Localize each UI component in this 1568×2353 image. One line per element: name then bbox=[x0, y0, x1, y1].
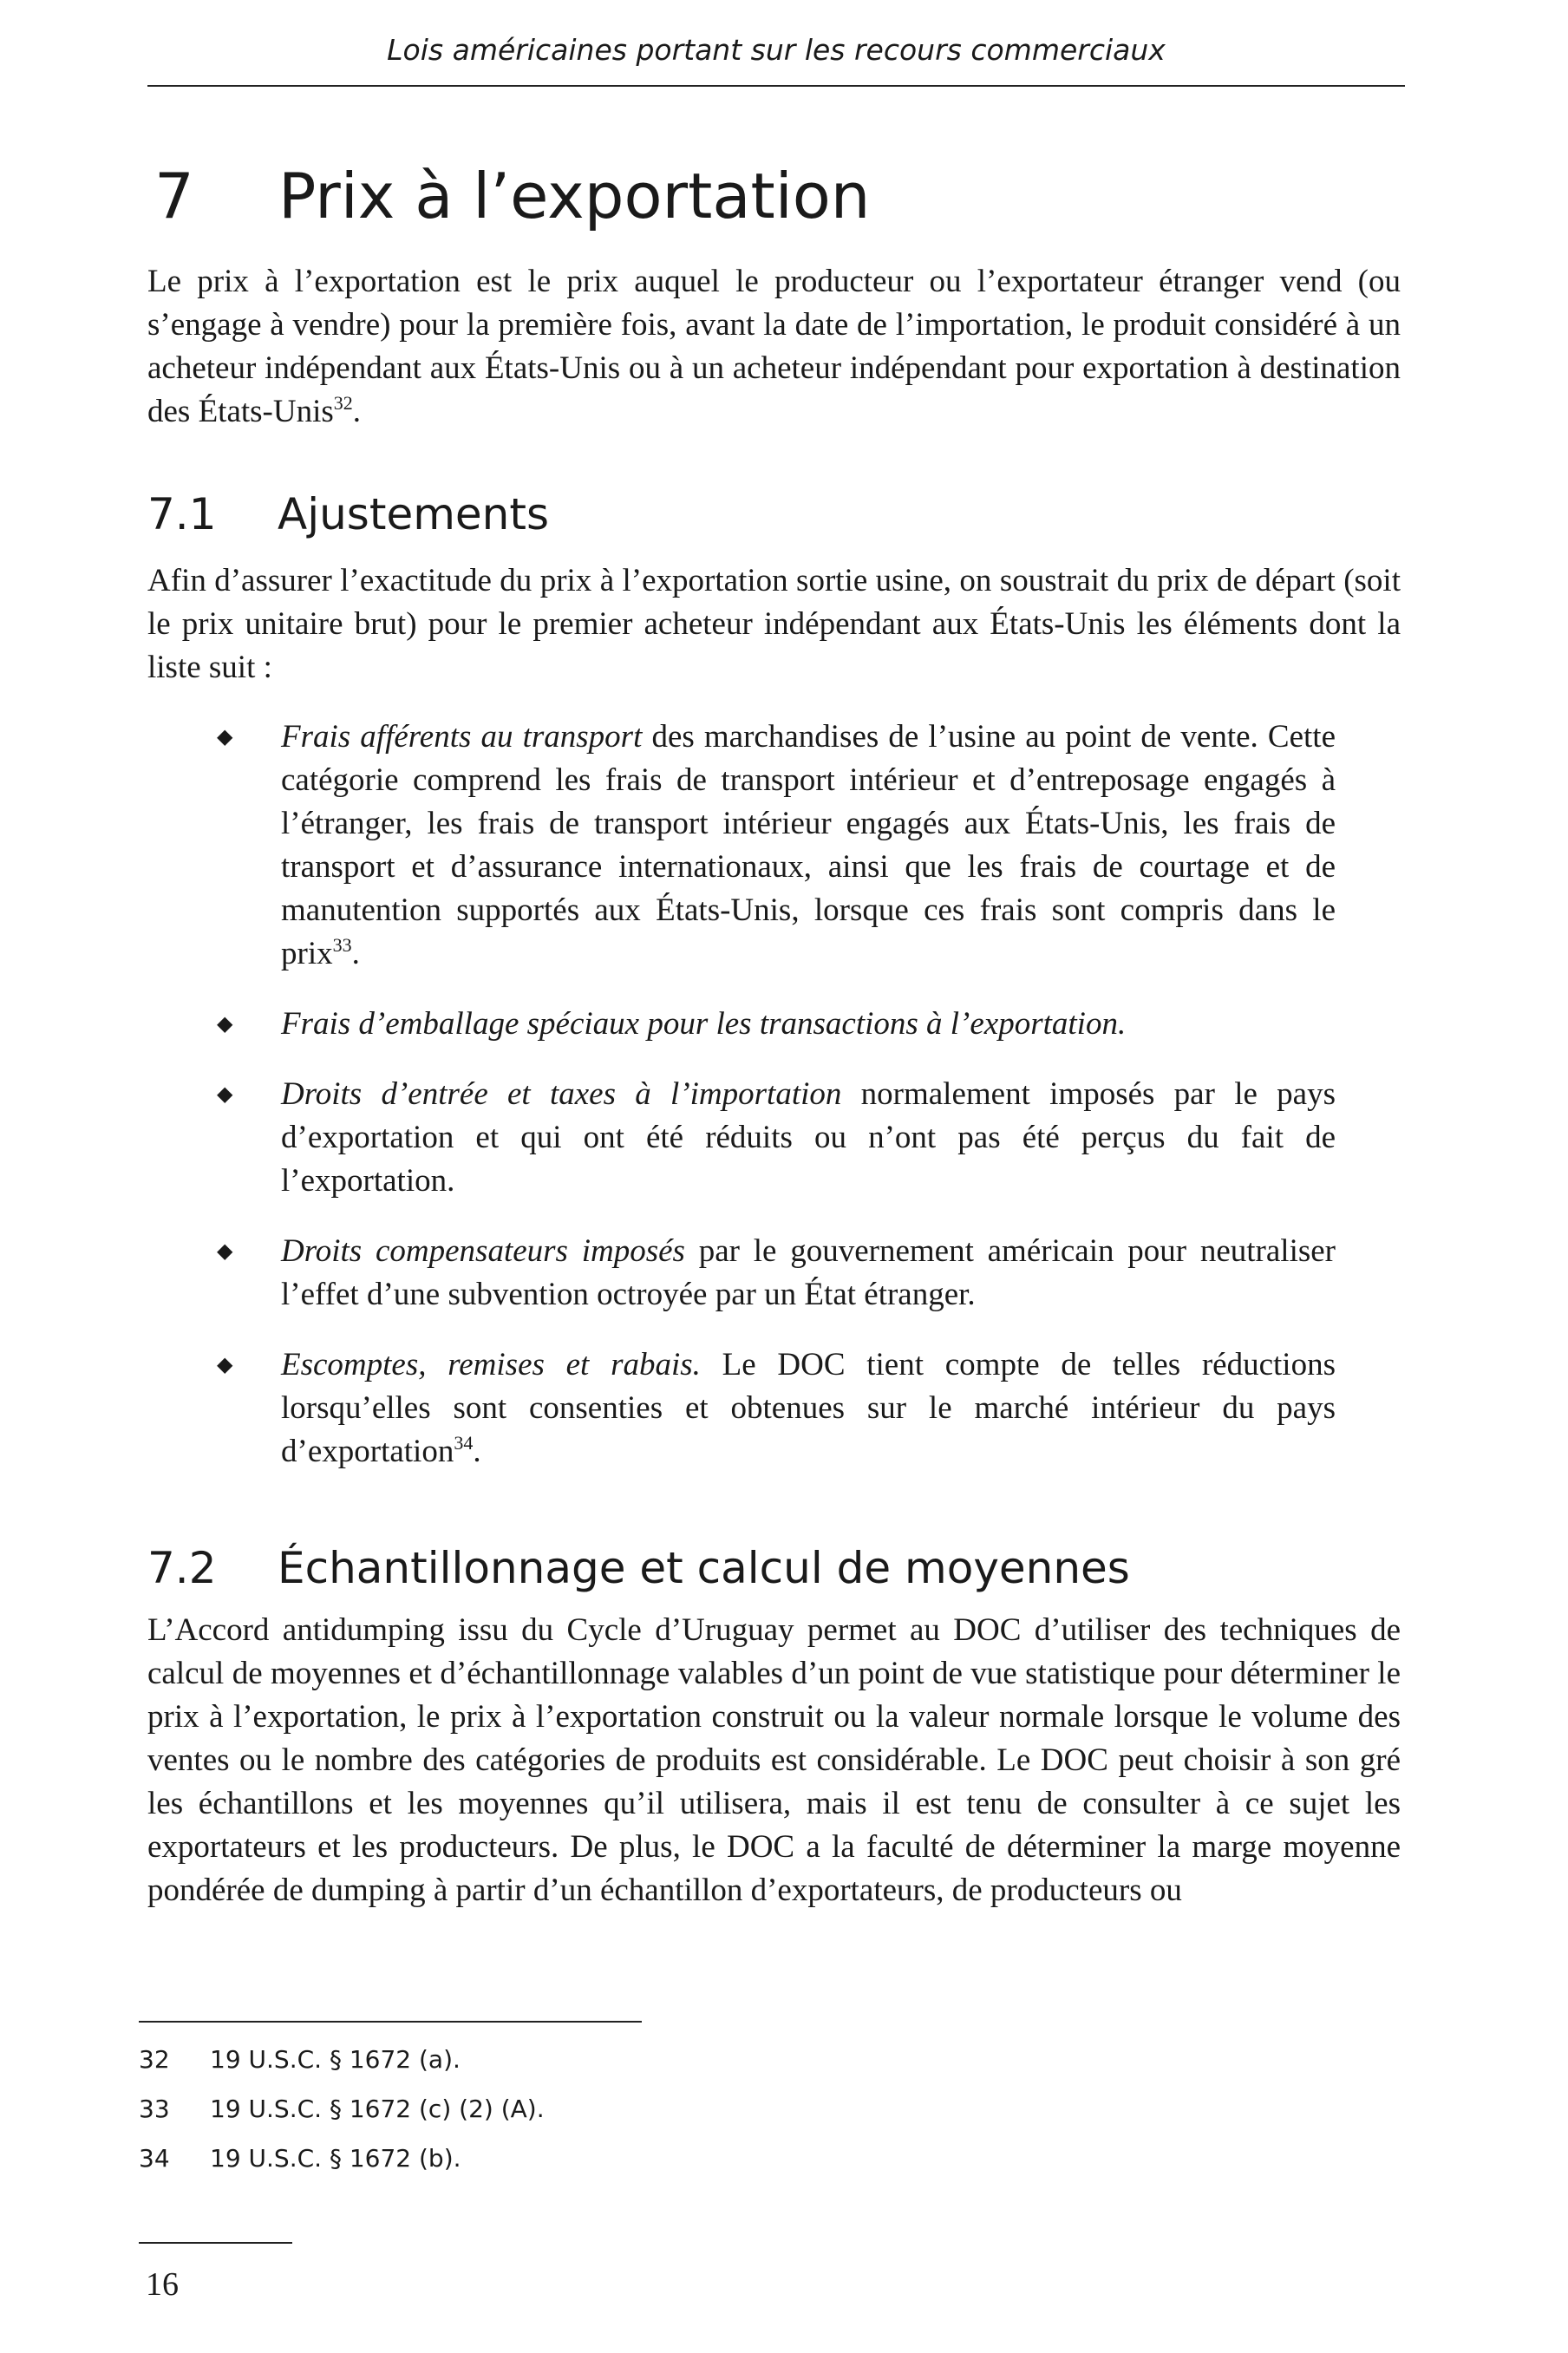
intro-paragraph bbox=[147, 260, 1401, 434]
intro-paragraph-end: . bbox=[352, 394, 362, 429]
list-item bbox=[217, 1343, 1336, 1474]
chapter-number: 7 bbox=[154, 160, 194, 232]
header-rule bbox=[147, 85, 1405, 87]
chapter-title-text: Prix à l’exportation bbox=[278, 160, 871, 232]
section-7-2-paragraph: L’Accord antidumping issu du Cycle d’Uruguay permet au DOC d’utiliser des techniques de calcul de moyennes et d’échantillonnage valables d’un point de vue statistique pour déterminer le prix à l’exportation, le prix à l’exportation construit ou la valeur normale lorsque le volume des ventes ou le nombre des catégories de produits est considérable. Le DOC peut choisir à son gré les échantillons et les moyennes qu’il utilisera, mais il est tenu de consulter à ce sujet les exportateurs et les producteurs. De plus, le DOC a la faculté de déterminer la marge moyenne pondérée de dumping à partir d’un échantillon d’exportateurs, de producteurs ou bbox=[147, 1612, 1401, 1908]
running-header: Lois américaines portant sur les recours commerciaux bbox=[387, 33, 1166, 67]
diamond-bullet-icon: ◆ bbox=[217, 1240, 233, 1263]
list-item-lead: Droits compensateurs imposés bbox=[281, 1233, 685, 1269]
section-7-1-paragraph: Afin d’assurer l’exactitude du prix à l’exportation sortie usine, on soustrait du prix de départ (soit le prix unitaire brut) pour le premier acheteur indépendant aux États-Unis les éléments dont la liste suit : bbox=[147, 563, 1401, 685]
diamond-bullet-icon: ◆ bbox=[217, 726, 233, 748]
section-number: 7.1 bbox=[147, 489, 217, 539]
footnote-ref-32[interactable]: 32 bbox=[333, 392, 353, 414]
list-item bbox=[217, 1073, 1336, 1203]
diamond-bullet-icon: ◆ bbox=[217, 1083, 233, 1106]
footnotes bbox=[139, 2045, 545, 2193]
footnote-number: 34 bbox=[139, 2144, 170, 2173]
page-number: 16 bbox=[146, 2266, 179, 2303]
chapter-title bbox=[154, 160, 871, 232]
list-item-text: des marchandises de l’usine au point de vente. Cette catégorie comprend les frais de transport intérieur et d’entreposage engagés à l’étranger, les frais de transport intérieur engagés aux États-Unis, les frais de transport et d’assurance internationaux, ainsi que les frais de courtage et de manutention supportés aux États-Unis, lorsque ces frais sont compris dans le prix bbox=[281, 719, 1336, 971]
list-item-lead: Escomptes, remises et rabais. bbox=[281, 1347, 701, 1382]
list-item bbox=[217, 716, 1336, 976]
diamond-bullet-icon: ◆ bbox=[217, 1354, 233, 1376]
footnote bbox=[139, 2144, 545, 2193]
section-title: Échantillonnage et calcul de moyennes bbox=[278, 1543, 1130, 1593]
list-item-text: par le gouvernement américain pour neutraliser l’effet d’une subvention octroyée par un État étranger. bbox=[281, 1233, 1336, 1312]
list-item bbox=[217, 1230, 1336, 1317]
list-item-text: normalement imposés par le pays d’exportation et qui ont été réduits ou n’ont pas été perçus du fait de l’exportation. bbox=[281, 1076, 1336, 1199]
list-item-lead: Droits d’entrée et taxes à l’importation bbox=[281, 1076, 842, 1112]
list-item-end: . bbox=[473, 1434, 481, 1469]
section-title: Ajustements bbox=[278, 489, 550, 539]
section-heading-7-2 bbox=[147, 1543, 1130, 1593]
footnote-ref-34[interactable]: 34 bbox=[454, 1432, 474, 1454]
footnote-text: 19 U.S.C. § 1672 (b). bbox=[210, 2144, 461, 2173]
list-item-lead: Frais afférents au transport bbox=[281, 719, 643, 755]
footnote-text: 19 U.S.C. § 1672 (a). bbox=[210, 2045, 461, 2074]
diamond-bullet-icon: ◆ bbox=[217, 1013, 233, 1036]
footnote-rule bbox=[139, 2021, 642, 2023]
footnote-number: 32 bbox=[139, 2045, 170, 2074]
page-number-rule bbox=[139, 2242, 292, 2244]
list-item-end: . bbox=[351, 936, 360, 971]
list-item bbox=[217, 1003, 1336, 1046]
intro-paragraph-text: Le prix à l’exportation est le prix auquel le producteur ou l’exportateur étranger vend (ou s’engage à vendre) pour la première fois, avant la date de l’importation, le produit considéré à un acheteur indépendant aux États-Unis ou à un acheteur indépendant pour exportation à destination des États-Unis bbox=[147, 264, 1401, 429]
footnote bbox=[139, 2045, 545, 2095]
list-item-lead: Frais d’emballage spéciaux pour les transactions à l’exportation. bbox=[281, 1006, 1127, 1042]
footnote-number: 33 bbox=[139, 2095, 170, 2123]
adjustments-list bbox=[217, 716, 1336, 1474]
section-number: 7.2 bbox=[147, 1543, 217, 1593]
section-heading-7-1 bbox=[147, 489, 550, 539]
footnote-text: 19 U.S.C. § 1672 (c) (2) (A). bbox=[210, 2095, 545, 2123]
footnote bbox=[139, 2095, 545, 2144]
footnote-ref-33[interactable]: 33 bbox=[332, 934, 352, 956]
list-item-text: Le DOC tient compte de telles réductions lorsqu’elles sont consenties et obtenues sur le marché intérieur du pays d’exportation bbox=[281, 1347, 1336, 1469]
